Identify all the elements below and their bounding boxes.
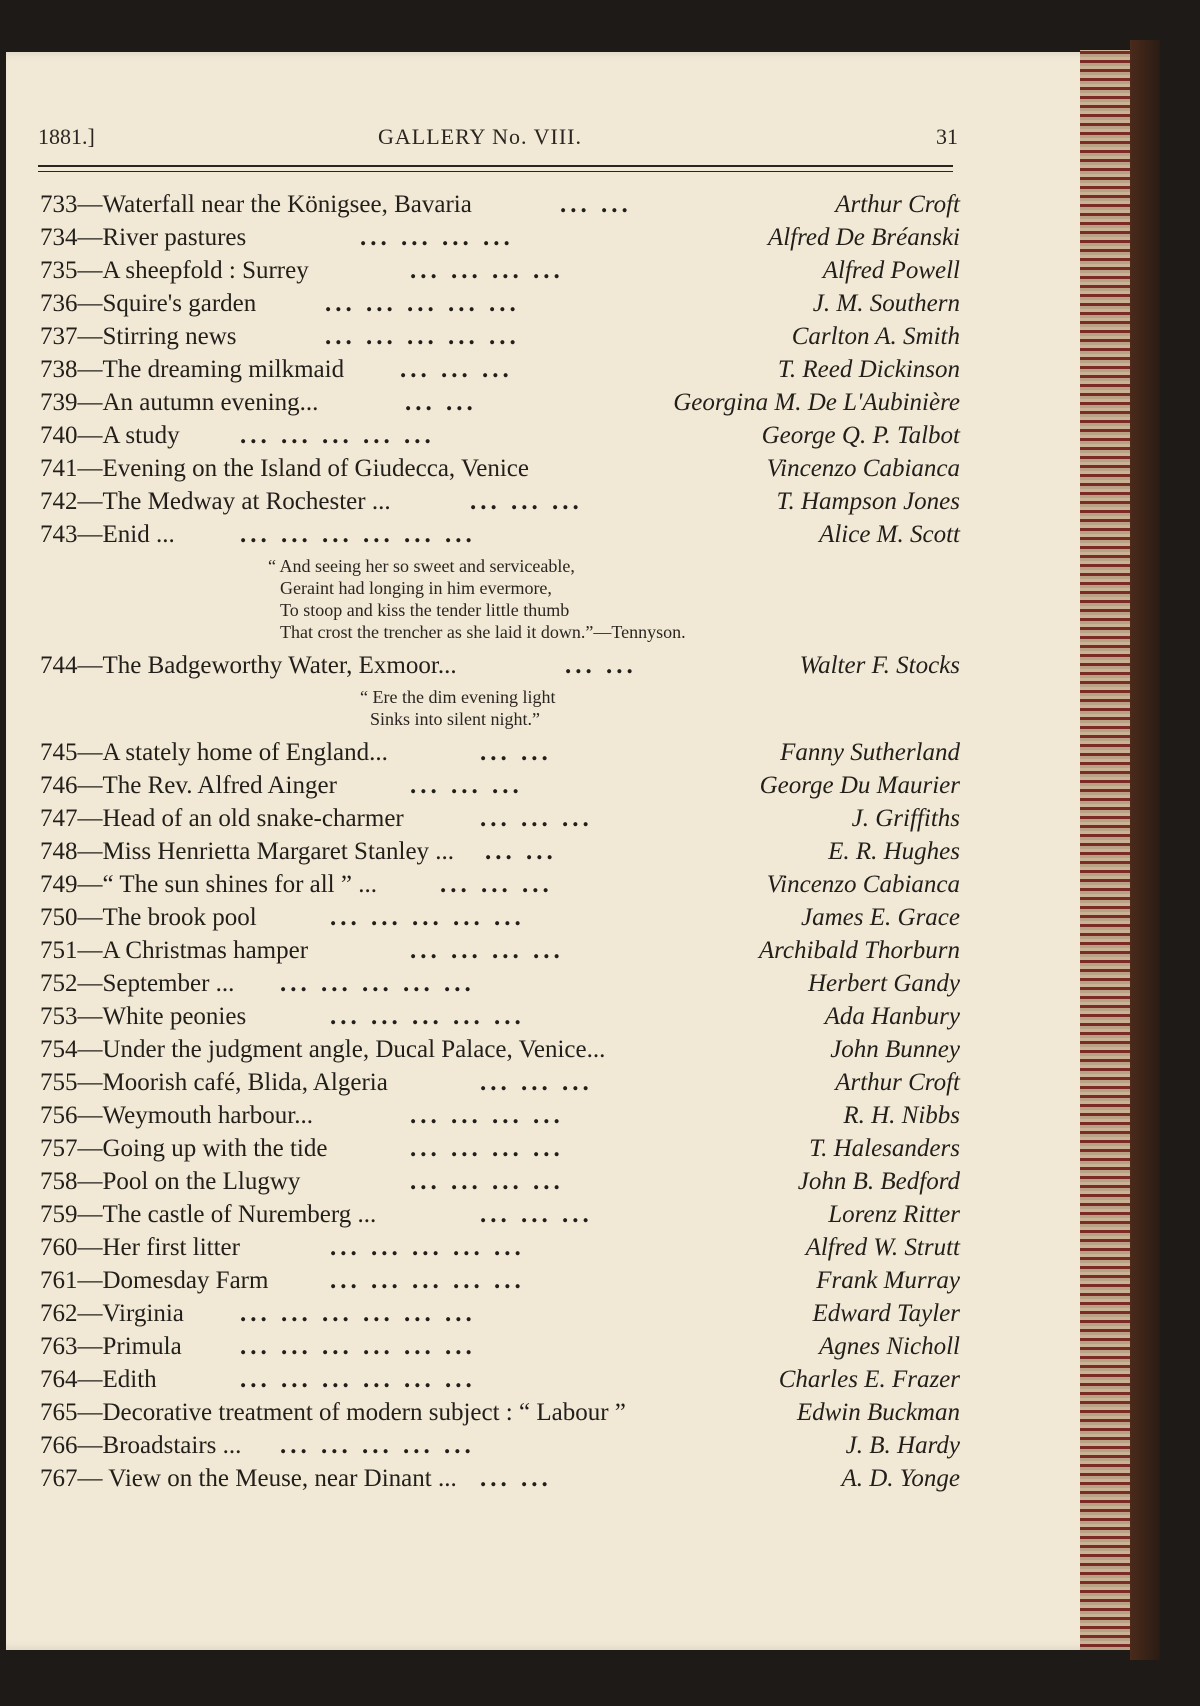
entry-title: 748—Miss Henrietta Margaret Stanley ... [40,838,455,865]
catalogue-entry [40,1198,960,1231]
entry-artist: Arthur Croft [835,191,960,218]
entry-leader-dots: ... ... ... ... ... [280,1432,475,1459]
entry-title: 735—A sheepfold : Surrey [40,257,309,284]
entry-leader-dots: ... ... ... [400,356,513,383]
entry-artist: Vincenzo Cabianca [766,455,960,482]
quote-line: To stoop and kiss the tender little thumb [280,600,570,620]
entry-leader-dots: ... ... ... ... ... [280,970,475,997]
entry-leader-dots: ... ... ... ... ... [330,1267,525,1294]
entry-title: 764—Edith [40,1366,157,1393]
entry-leader-dots: ... ... [480,739,552,766]
catalogue-entry [40,353,960,386]
entry-title: 747—Head of an old snake-charmer [40,805,404,832]
quote-line: That crost the trencher as she laid it down.”—Tennyson. [280,622,686,642]
running-header [38,124,958,156]
entry-title: 746—The Rev. Alfred Ainger [40,772,337,799]
catalogue-entry [40,221,960,254]
entry-artist: J. B. Hardy [845,1432,960,1459]
entry-leader-dots: ... ... [480,1465,552,1492]
entry-artist: John B. Bedford [797,1168,960,1195]
entry-artist: R. H. Nibbs [843,1102,960,1129]
entry-artist: T. Hampson Jones [776,488,960,515]
entry-artist: George Du Maurier [759,772,960,799]
entry-title: 762—Virginia [40,1300,184,1327]
catalogue-entry [40,835,960,868]
entry-title: 738—The dreaming milkmaid [40,356,345,383]
entry-leader-dots: ... ... [560,191,632,218]
entry-title: 736—Squire's garden [40,290,257,317]
entry-artist: Agnes Nicholl [819,1333,960,1360]
entry-artist: E. R. Hughes [828,838,960,865]
entry-artist: John Bunney [830,1036,960,1063]
entry-title: 756—Weymouth harbour... [40,1102,313,1129]
catalogue-entry [40,736,960,769]
catalogue-entry [40,254,960,287]
entry-title: 750—The brook pool [40,904,257,931]
entry-leader-dots: ... ... ... ... [410,1168,564,1195]
entry-title: 743—Enid ... [40,521,175,548]
entry-leader-dots: ... ... [405,389,477,416]
entry-title: 734—River pastures [40,224,247,251]
entry-leader-dots: ... ... ... [480,805,593,832]
entry-title: 744—The Badgeworthy Water, Exmoor... [40,652,457,679]
entry-artist: James E. Grace [801,904,960,931]
marbled-page-edge [1080,50,1130,1650]
entry-title: 733—Waterfall near the Königsee, Bavaria [40,191,472,218]
entry-leader-dots: ... ... ... ... ... ... [240,1366,476,1393]
entry-title: 758—Pool on the Llugwy [40,1168,301,1195]
entry-title: 740—A study [40,422,180,449]
entry-artist: Arthur Croft [835,1069,960,1096]
entry-leader-dots: ... ... ... ... ... ... [240,1300,476,1327]
entry-artist: Charles E. Frazer [778,1366,960,1393]
entry-artist: Fanny Sutherland [780,739,960,766]
entry-artist: Alfred W. Strutt [805,1234,960,1261]
entry-artist: Walter F. Stocks [799,652,960,679]
entry-leader-dots: ... ... ... [480,1201,593,1228]
entry-artist: Carlton A. Smith [791,323,960,350]
header-gallery-title: GALLERY No. VIII. [378,124,582,149]
entry-leader-dots: ... ... ... ... [410,1102,564,1129]
entry-artist: Ada Hanbury [824,1003,960,1030]
entry-artist: Alice M. Scott [819,521,960,548]
entry-artist: J. Griffiths [851,805,960,832]
entry-title: 752—September ... [40,970,235,997]
catalogue-entry [40,1429,960,1462]
catalogue-entry [40,649,960,682]
quote-line: Geraint had longing in him evermore, [280,578,552,598]
catalogue-entry [40,518,960,551]
entry-leader-dots: ... ... [565,652,637,679]
entry-leader-dots: ... ... ... ... [360,224,514,251]
entry-artist: Frank Murray [816,1267,960,1294]
catalogue-entry [40,419,960,452]
entry-leader-dots: ... ... ... [480,1069,593,1096]
catalogue-entry [40,802,960,835]
entry-title: 759—The castle of Nuremberg ... [40,1201,377,1228]
entry-leader-dots: ... ... ... ... ... [325,323,520,350]
entry-leader-dots: ... ... ... ... ... ... [240,521,476,548]
entry-artist: T. Reed Dickinson [777,356,960,383]
catalogue-entry [40,1132,960,1165]
entry-title: 749—“ The sun shines for all ” ... [40,871,377,898]
entry-artist: T. Halesanders [809,1135,960,1162]
catalogue-entry [40,868,960,901]
entry-artist: George Q. P. Talbot [761,422,960,449]
entry-title: 741—Evening on the Island of Giudecca, Venice [40,455,529,482]
entry-leader-dots: ... ... ... ... ... [330,904,525,931]
entry-title: 765—Decorative treatment of modern subject : “ Labour ” [40,1399,626,1426]
catalogue-entry [40,188,960,221]
entry-leader-dots: ... ... ... ... ... [330,1234,525,1261]
entry-artist: Alfred De Bréanski [767,224,960,251]
entry-artist: Herbert Gandy [807,970,960,997]
catalogue-entry [40,1000,960,1033]
catalogue-entry [40,1231,960,1264]
entry-artist: Archibald Thorburn [758,937,960,964]
entry-leader-dots: ... ... ... [470,488,583,515]
catalogue-entry [40,934,960,967]
catalogue-entry [40,1066,960,1099]
quote-line: “ Ere the dim evening light [360,687,556,707]
header-year: 1881.] [38,124,95,149]
entry-title: 767— View on the Meuse, near Dinant ... [40,1465,457,1492]
entry-artist: Alfred Powell [822,257,960,284]
entry-title: 742—The Medway at Rochester ... [40,488,391,515]
entry-title: 739—An autumn evening... [40,389,319,416]
catalogue-entry [40,386,960,419]
catalogue-entry [40,967,960,1000]
entry-title: 751—A Christmas hamper [40,937,309,964]
quote-line: “ And seeing her so sweet and serviceable, [268,556,575,576]
entry-title: 761—Domesday Farm [40,1267,269,1294]
catalogue-entry [40,1396,960,1429]
catalogue-entry [40,1297,960,1330]
entry-title: 737—Stirring news [40,323,237,350]
entry-title: 754—Under the judgment angle, Ducal Palace, Venice... [40,1036,606,1063]
entry-leader-dots: ... ... ... ... [410,1135,564,1162]
entry-artist: Vincenzo Cabianca [766,871,960,898]
entry-leader-dots: ... ... [485,838,557,865]
entry-leader-dots: ... ... ... ... ... ... [240,1333,476,1360]
catalogue-entry [40,1363,960,1396]
entry-title: 745—A stately home of England... [40,739,388,766]
book-cover-edge [1130,40,1160,1660]
entry-title: 753—White peonies [40,1003,247,1030]
entry-artist: A. D. Yonge [841,1465,960,1492]
header-rule-thin [38,171,953,172]
entry-leader-dots: ... ... ... ... [410,937,564,964]
entry-artist: Edward Tayler [812,1300,960,1327]
catalogue-entry [40,901,960,934]
epigraph-quote [268,555,1188,643]
catalogue-entry [40,287,960,320]
catalogue-entry [40,1165,960,1198]
entry-leader-dots: ... ... ... [440,871,553,898]
catalogue-entry [40,769,960,802]
catalogue-entry [40,1462,960,1495]
entry-title: 757—Going up with the tide [40,1135,328,1162]
header-rule-thick [38,165,953,167]
entry-title: 760—Her first litter [40,1234,240,1261]
entry-title: 766—Broadstairs ... [40,1432,242,1459]
entry-leader-dots: ... ... ... ... ... [330,1003,525,1030]
catalogue-entry [40,1264,960,1297]
entry-leader-dots: ... ... ... ... ... [325,290,520,317]
entry-leader-dots: ... ... ... ... [410,257,564,284]
entry-artist: Edwin Buckman [796,1399,960,1426]
quote-line: Sinks into silent night.” [370,709,541,729]
page-number: 31 [936,124,958,149]
catalogue-list [40,188,960,1495]
entry-artist: Georgina M. De L'Aubinière [673,389,960,416]
entry-title: 755—Moorish café, Blida, Algeria [40,1069,388,1096]
entry-leader-dots: ... ... ... [410,772,523,799]
catalogue-entry [40,1033,960,1066]
entry-leader-dots: ... ... ... ... ... [240,422,435,449]
catalogue-entry [40,1099,960,1132]
entry-artist: J. M. Southern [812,290,960,317]
catalogue-entry [40,452,960,485]
catalogue-entry [40,320,960,353]
catalogue-entry [40,485,960,518]
entry-artist: Lorenz Ritter [828,1201,960,1228]
epigraph-quote [360,686,1200,730]
entry-title: 763—Primula [40,1333,182,1360]
catalogue-entry [40,1330,960,1363]
